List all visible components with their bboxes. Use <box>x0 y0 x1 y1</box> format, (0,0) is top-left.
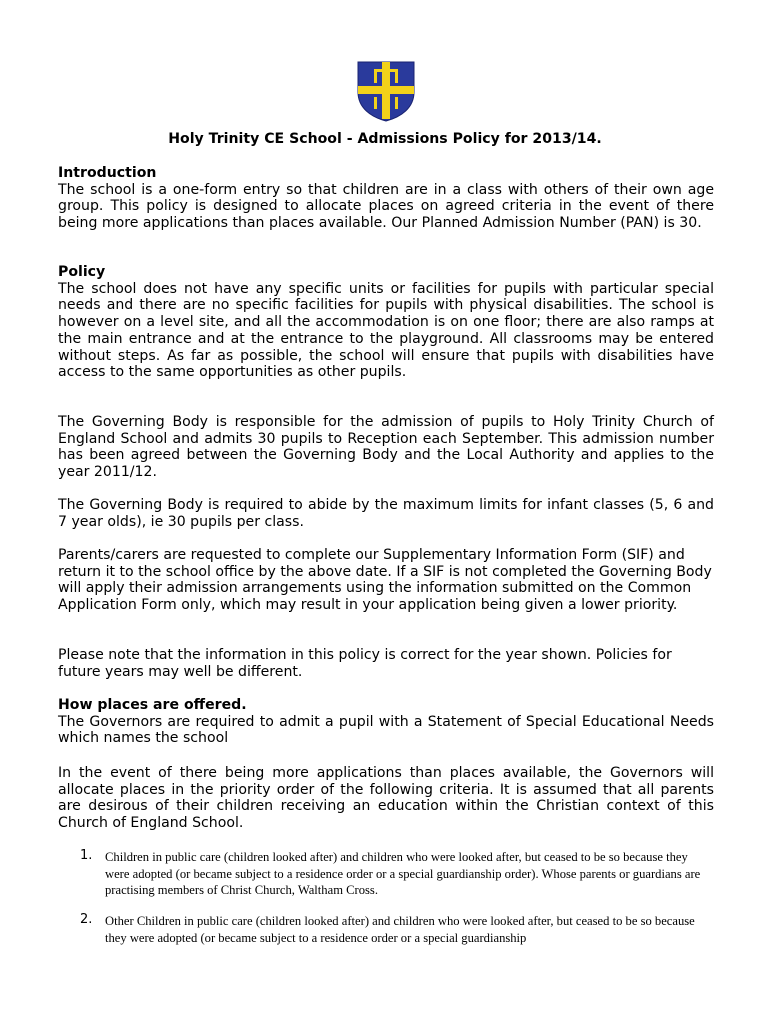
section-places <box>58 697 714 747</box>
policy-paragraph: Parents/carers are requested to complete our Supplementary Information Form (SIF) and return it to the school office by the above date. If a SIF is not completed the Governing Body will apply their admission arrangements using the information submitted on the Common Application Form only, which may result in your application being given a lower priority. <box>58 547 712 614</box>
policy-paragraph: Please note that the information in this policy is correct for the year shown. Policies for future years may well be different. <box>58 647 672 680</box>
criteria-item: Other Children in public care (children looked after) and children who were looked after, but ceased to be so because they were adopted (or became subject to a residence order or a special guardianship <box>105 914 695 945</box>
places-paragraph: In the event of there being more applications than places available, the Governors will allocate places in the priority order of the following criteria. It is assumed that all parents are desirous of their children receiving an education within the Christian context of this Church of England School. <box>58 765 714 832</box>
criteria-number: 1. <box>80 848 93 863</box>
document-title: Holy Trinity CE School - Admissions Policy for 2013/14. <box>168 131 602 147</box>
policy-paragraph: The Governing Body is responsible for the admission of pupils to Holy Trinity Church of England School and admits 30 pupils to Reception each September. This admission number has been agreed between the Governing Body and the Local Authority and applies to the year 2011/12. <box>58 414 714 481</box>
policy-paragraph: The school does not have any specific units or facilities for pupils with particular special needs and there are no specific facilities for pupils with physical disabilities. The school is however on a level site, and all the accommodation is on one floor; there are also ramps at the main entrance and at the entrance to the playground. All classrooms may be entered without steps. As far as possible, the school will ensure that pupils with disabilities have access to the same opportunities as other pupils. <box>58 280 714 381</box>
places-heading: How places are offered. <box>58 697 247 713</box>
school-crest-logo <box>355 60 417 122</box>
section-policy <box>58 264 714 381</box>
policy-paragraph: The Governing Body is required to abide by the maximum limits for infant classes (5, 6 and 7 year olds), ie 30 pupils per class. <box>58 497 714 530</box>
places-paragraph: The Governors are required to admit a pupil with a Statement of Special Educational Needs which names the school <box>58 713 714 747</box>
criteria-item: Children in public care (children looked after) and children who were looked after, but ceased to be so because they were adopted (or became subject to a residence order or a special guardianship order). Whose parents or guardians are practising members of Christ Church, Waltham Cross. <box>105 850 701 897</box>
section-introduction <box>58 165 714 232</box>
introduction-text: The school is a one-form entry so that children are in a class with others of their own age group. This policy is designed to allocate places on agreed criteria in the event of there being more applications than places available. Our Planned Admission Number (PAN) is 30. <box>58 181 714 232</box>
policy-heading: Policy <box>58 264 106 280</box>
criteria-number: 2. <box>80 912 93 927</box>
introduction-heading: Introduction <box>58 165 157 181</box>
